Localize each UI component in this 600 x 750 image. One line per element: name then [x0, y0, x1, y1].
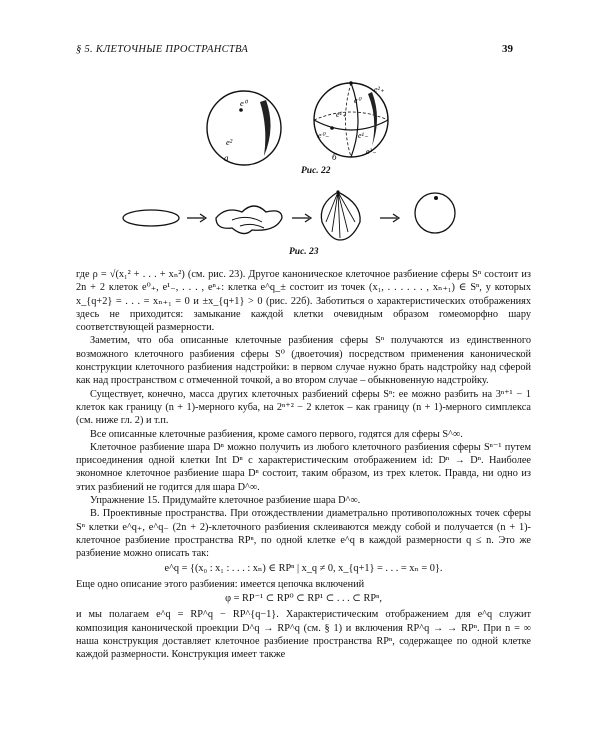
fig22a-letter: а — [224, 153, 229, 163]
figure-23-sequence — [123, 190, 455, 240]
paragraph: Существует, конечно, масса других клеточных разбиений сферы Sⁿ: ее можно разбить на 3ⁿ⁺¹ − 1 клеток как границу (n + 1)-мерного куба, на 2ⁿ⁺² − 2 клеток – как границу (n + 1)-мерного симплекса (см. ниже гл. 2) и т.п. — [76, 388, 531, 427]
paragraph: где ρ = √(x₁² + . . . + xₙ²) (см. рис. 23). Другое каноническое клеточное разбиение сферы Sⁿ состоит из 2n + 2 клеток e⁰₊, e¹₋, . . . , eⁿ₊: клетка e^q_± состоит из точек (x₁, . . . . . . , xₙ₊₁) ∈ Sⁿ, у которых x_{q+2} = . . . = xₙ₊₁ = 0 и ±x_{q+1} > 0 (рис. 22б). Заботиться о характеристических отображениях здесь не приходится: замыкание каждой клетки очевидным образом гомеоморфно шару соответствующей размерности. — [76, 269, 531, 334]
paragraph: В. Проективные пространства. При отождествлении диаметрально противоположных точек сферы Sⁿ клетки e^q₊, e^q₋ (2n + 2)-клеточного разбиения склеиваются между собой и получается (n + 1)-клеточное разбиение пространства RPⁿ, по одной клетке e^q в каждой размерности q ≤ n. Это же разбиение можно описать так: — [76, 508, 531, 560]
body-text — [76, 268, 531, 662]
figures-svg — [0, 0, 600, 270]
fig22b-e0minus-label: e⁰₋ — [318, 131, 329, 140]
fig22b-letter: б — [332, 152, 337, 162]
formula: e^q = {(x₀ : x₁ : . . . : xₙ) ∈ RPⁿ | x_q ≠ 0, x_{q+1} = . . . = xₙ = 0}. — [164, 562, 443, 574]
fig22a-e0-label: e⁰ — [240, 98, 248, 108]
page-number: 39 — [502, 43, 513, 55]
paragraph: Клеточное разбиение шара Dⁿ можно получить из любого клеточного разбиения сферы Sⁿ⁻¹ путем присоединения одной клетки Int Dⁿ с характеристическим отображением id: Dⁿ → Dⁿ. Наиболее экономное клеточное разбиение шара Dⁿ состоит, таким образом, из трех клеток. Правда, ни одно из этих разбиений не годится для шара D^∞. — [76, 441, 531, 493]
running-header: § 5. КЛЕТОЧНЫЕ ПРОСТРАНСТВА — [76, 44, 249, 55]
fig22b-e2minus-label: e²₋ — [366, 147, 377, 156]
fig22b-e0-label: e⁰ — [354, 96, 361, 105]
fig22b-e2plus-label: e²₊ — [374, 85, 385, 94]
fig22a-e2-label: e² — [226, 137, 233, 147]
formula: φ = RP⁻¹ ⊂ RP⁰ ⊂ RP¹ ⊂ . . . ⊂ RPⁿ, — [225, 593, 382, 605]
paragraph: Еще одно описание этого разбиения: имеется цепочка включений — [76, 578, 365, 590]
paragraph: и мы полагаем e^q = RP^q − RP^{q−1}. Характеристическим отображением для e^q служит композиция канонической проекции D^q → RP^q (см. § 1) и включения RP^q → → RPⁿ. При n = ∞ наша конструкция доставляет клеточное разбиение пространства RPⁿ, содержащее по одной клетке каждой размерности. Конструкция имеет также — [76, 609, 531, 661]
figure-23-caption: Рис. 23 — [289, 247, 319, 257]
figure-22-caption: Рис. 22 — [301, 166, 331, 176]
paragraph: Заметим, что оба описанные клеточные разбиения сферы Sⁿ получаются из единственного возможного клеточного разбиения сферы S⁰ (двоеточия) посредством применения канонической конструкции клеточного разбиения надстройки: в первом случае нужно брать надстройку над сферой как над пространством с отмеченной точкой, а во втором случае – обыкновенную надстройку. — [76, 335, 531, 387]
exercise: Упражнение 15. Придумайте клеточное разбиение шара D^∞. — [90, 495, 361, 507]
paragraph: Все описанные клеточные разбиения, кроме самого первого, годятся для сферы S^∞. — [90, 428, 463, 440]
fig22b-e1minus-label: e¹₋ — [358, 131, 369, 140]
fig22b-e1plus-label: e¹₊ — [336, 110, 347, 119]
